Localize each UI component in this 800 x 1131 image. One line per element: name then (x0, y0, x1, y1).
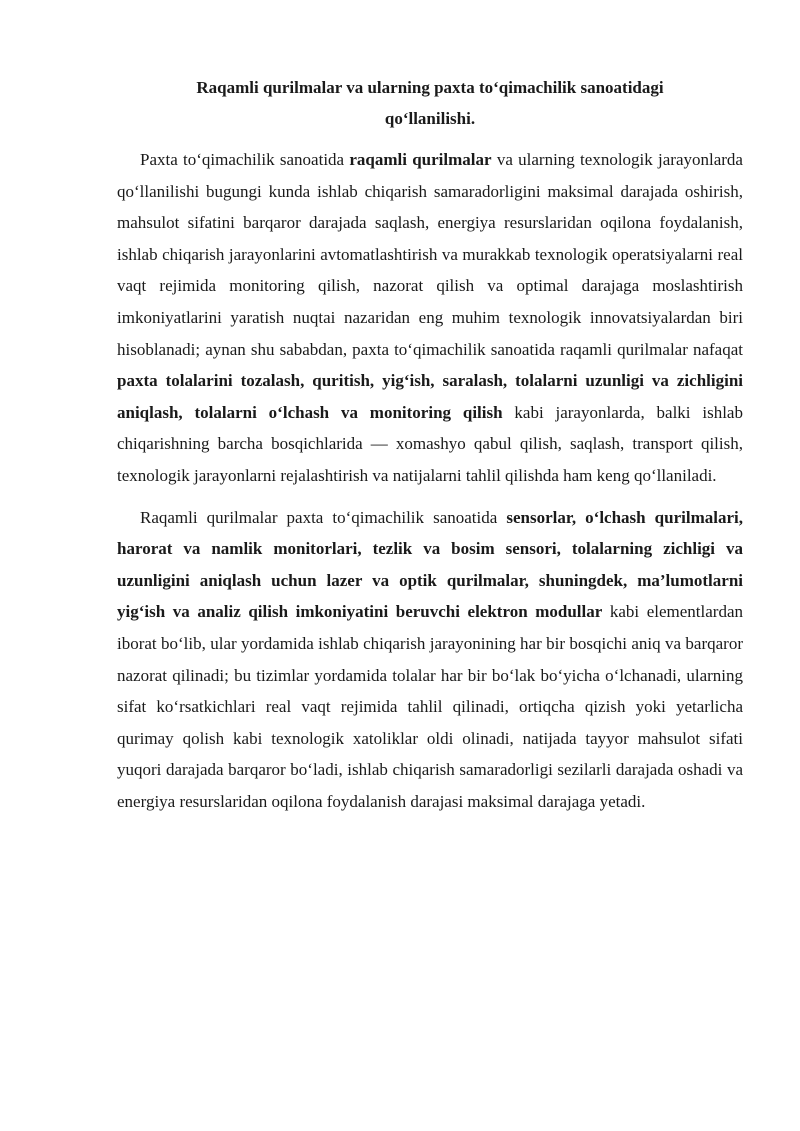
document-page (117, 72, 743, 827)
paragraph-1-bold-1: raqamli qurilmalar (349, 150, 492, 169)
paragraph-1-text-3: kabi jarayonlarda, balki ishlab chiqarishning barcha bosqichlarida — xomashyo qabul qilish, saqlash, transport qilish, texnologik jarayonlarni rejalashtirish va natijalarni tahlil qilishda ham keng qo‘llaniladi. (117, 402, 743, 485)
title-line-2: qo‘llanilishi. (384, 109, 476, 128)
paragraph-2-bold-1: sensorlar, o‘lchash qurilmalari, harorat va namlik monitorlari, tezlik va bosim sensori, tolalarning zichligi va uzunligini aniqlash uchun lazer va optik qurilmalar, shuningdek, ma’lumotlarni yig‘ish va analiz qilish imkoniyatini beruvchi elektron modullar (117, 507, 743, 622)
paragraph-1-text-1: Paxta to‘qimachilik sanoatida (140, 150, 350, 169)
paragraph-2 (117, 502, 743, 818)
document-title (117, 72, 743, 134)
title-line-1: Raqamli qurilmalar va ularning paxta to‘qimachilik sanoatidagi (196, 78, 664, 97)
paragraph-2-text-1: Raqamli qurilmalar paxta to‘qimachilik sanoatida (140, 507, 507, 527)
paragraph-1-bold-2: paxta tolalarini tozalash, quritish, yig‘ish, saralash, tolalarni uzunligi va zichligini aniqlash, tolalarni o‘lchash va monitoring qilish (117, 371, 743, 422)
paragraph-2-text-2: kabi elementlardan iborat bo‘lib, ular yordamida ishlab chiqarish jarayonining har bir bosqichi aniq va barqaror nazorat qilinadi; bu tizimlar yordamida tolalar har bir bo‘lak bo‘yicha o‘lchanadi, ularning sifat ko‘rsatkichlari real vaqt rejimida tahlil qilinadi, ortiqcha qizish yoki yetarlicha qurimay qolish kabi texnologik xatoliklar oldi olinadi, natijada tayyor mahsulot sifati yuqori darajada barqaror bo‘ladi, ishlab chiqarish samaradorligi sezilarli darajada oshadi va energiya resurslaridan oqilona foydalanish darajasi maksimal darajaga yetadi. (117, 602, 743, 811)
paragraph-1-text-2: va ularning texnologik jarayonlarda qo‘llanilishi bugungi kunda ishlab chiqarish samaradorligini maksimal darajada oshirish, mahsulot sifatini barqaror darajada saqlash, energiya resurslaridan oqilona foydalanish, ishlab chiqarish jarayonlarini avtomatlashtirish va murakkab texnologik operatsiyalarni real vaqt rejimida monitoring qilish, nazorat qilish va optimal darajaga moslashtirish imkoniyatlarini yaratish nuqtai nazaridan eng muhim texnologik innovatsiyalardan biri hisoblanadi; aynan shu sababdan, paxta to‘qimachilik sanoatida raqamli qurilmalar nafaqat (117, 150, 743, 359)
paragraph-1 (117, 144, 743, 492)
